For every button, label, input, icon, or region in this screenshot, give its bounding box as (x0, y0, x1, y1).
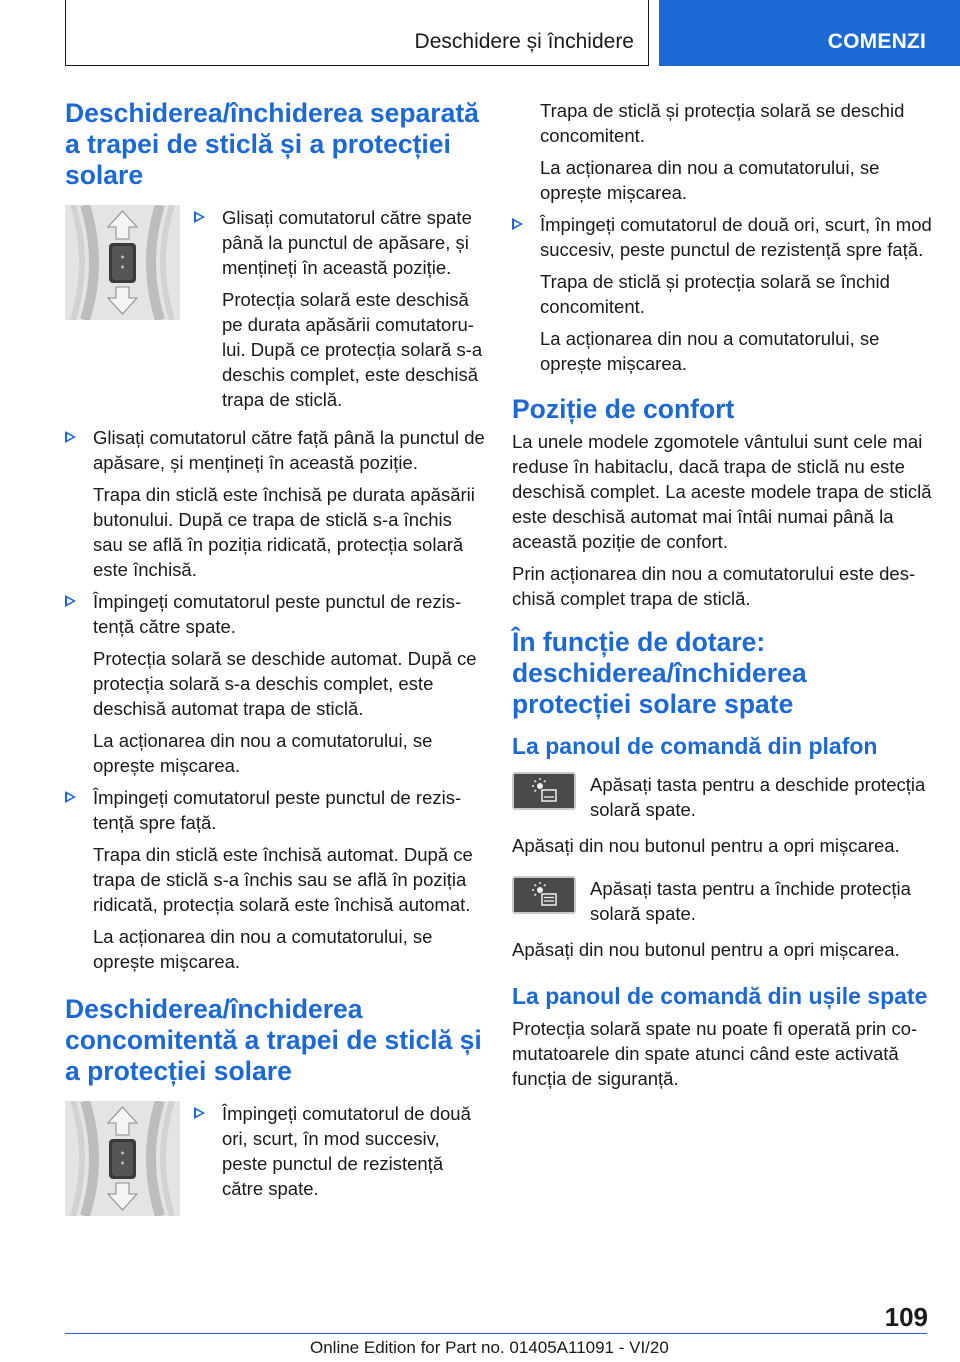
left-column (65, 98, 485, 1222)
item-text: Protecția solară se deschide automat. După ce protecția solară s-a deschis complet, este deschisă automat trapa de sticlă. (93, 648, 477, 719)
body-text: Apăsați din nou butonul pentru a opri mișcarea. (512, 939, 900, 960)
roof-switch-icon (65, 205, 180, 320)
heading-concurrent-operation: Deschiderea/închiderea concomitentă a trapei de sticlă și a protecției solare (65, 994, 482, 1086)
heading-rear-door-panel: La panoul de comandă din ușile spate (512, 983, 928, 1009)
button-description: Apăsați tasta pentru a deschide protecția solară spate. (590, 774, 926, 820)
page-header (65, 0, 960, 66)
button-row-close (512, 876, 932, 933)
header-section-title: Deschidere și închidere (65, 0, 649, 66)
triangle-bullet-icon (194, 1107, 205, 1119)
figure-row-switch-1 (65, 205, 485, 419)
rear-sunblind-close-icon (514, 878, 574, 912)
item-text: Împingeți comutatorul peste punctul de rezistență către spate. (93, 591, 462, 637)
list-item (194, 1101, 485, 1201)
item-text: Împingeți comutatorul de două ori, scurt, în mod succesiv, peste punctul de rezistență către spate. (222, 1103, 471, 1199)
body-text: Protecția solară spate nu poate fi operată prin comutatoarele din spate atunci când este activată funcția de siguranță. (512, 1018, 918, 1089)
item-text: Trapa de sticlă și protecția solară se închid concomitent. (540, 271, 890, 317)
item-text: Împingeți comutatorul de două ori, scurt, în mod succesiv, peste punctul de rezistență spre față. (540, 214, 932, 260)
sunblind-open-button-image (512, 772, 576, 810)
item-text: Trapa din sticlă este închisă automat. După ce trapa de sticlă s-a închis sau se află în poziția ridicată, protecția solară este închisă automat. (93, 844, 473, 915)
footer-edition-text: Online Edition for Part no. 01405A11091 - VI/20 (310, 1338, 669, 1357)
item-text: Împingeți comutatorul peste punctul de rezistență spre față. (93, 787, 462, 833)
heading-rear-sunblind: În funcție de dotare: deschiderea/închiderea protecției solare spate (512, 627, 807, 719)
body-text: La unele modele zgomotele vântului sunt cele mai reduse în habitaclu, dacă trapa de sticlă nu este deschisă complet. La aceste modele trapa de sticlă este deschisă automat mai întâi numai până la această poziție de confort. (512, 431, 932, 552)
footer-divider (65, 1333, 927, 1334)
item-text: La acționarea din nou a comutatorului, se oprește mișcarea. (93, 730, 433, 776)
item-text: Protecția solară este deschisă pe durata apăsării comutatorului. După ce protecția solară s-a deschis complet, este deschisă trapa de sticlă. (222, 289, 483, 410)
rear-sunblind-open-icon (514, 774, 574, 808)
list-item (65, 589, 485, 778)
continued-text: La acționarea din nou a comutatorului, se oprește mișcarea. (540, 157, 880, 203)
triangle-bullet-icon (65, 431, 76, 443)
heading-separate-operation: Deschiderea/închiderea separată a trapei de sticlă și a protecției solare (65, 98, 479, 190)
right-column (512, 98, 932, 1098)
continued-text: Trapa de sticlă și protecția solară se deschid concomitent. (540, 100, 905, 146)
triangle-bullet-icon (512, 218, 523, 230)
header-chapter-tab: COMENZI (659, 0, 960, 66)
item-text: La acționarea din nou a comutatorului, se oprește mișcarea. (93, 926, 433, 972)
item-text: Trapa din sticlă este închisă pe durata apăsării butonului. După ce trapa de sticlă s-a închis sau se află în poziția ridicată, protecția solară este închisă. (93, 484, 475, 580)
page-number: 109 (884, 1302, 928, 1332)
item-text: La acționarea din nou a comutatorului, se oprește mișcarea. (540, 328, 880, 374)
list-item (65, 785, 485, 974)
roof-switch-icon (65, 1101, 180, 1216)
heading-comfort-position: Poziție de confort (512, 394, 735, 424)
sunblind-close-button-image (512, 876, 576, 914)
button-row-open (512, 772, 932, 829)
body-text: Apăsați din nou butonul pentru a opri mișcarea. (512, 835, 900, 856)
list-item (512, 212, 932, 376)
list-item (65, 425, 485, 582)
button-description: Apăsați tasta pentru a închide protecția solară spate. (590, 878, 911, 924)
body-text: Prin acționarea din nou a comutatorului este deschisă complet trapa de sticlă. (512, 563, 916, 609)
figure-row-switch-2 (65, 1101, 485, 1216)
item-text: Glisați comutatorul către spate până la punctul de apăsare, și mențineți în această poziție. (222, 207, 472, 278)
list-item (194, 205, 485, 412)
item-text: Glisați comutatorul către față până la punctul de apăsare, și mențineți în această poziție. (93, 427, 485, 473)
triangle-bullet-icon (65, 791, 76, 803)
roof-switch-image (65, 205, 180, 320)
triangle-bullet-icon (65, 595, 76, 607)
roof-switch-image (65, 1101, 180, 1216)
triangle-bullet-icon (194, 211, 205, 223)
heading-ceiling-panel: La panoul de comandă din plafon (512, 733, 878, 759)
